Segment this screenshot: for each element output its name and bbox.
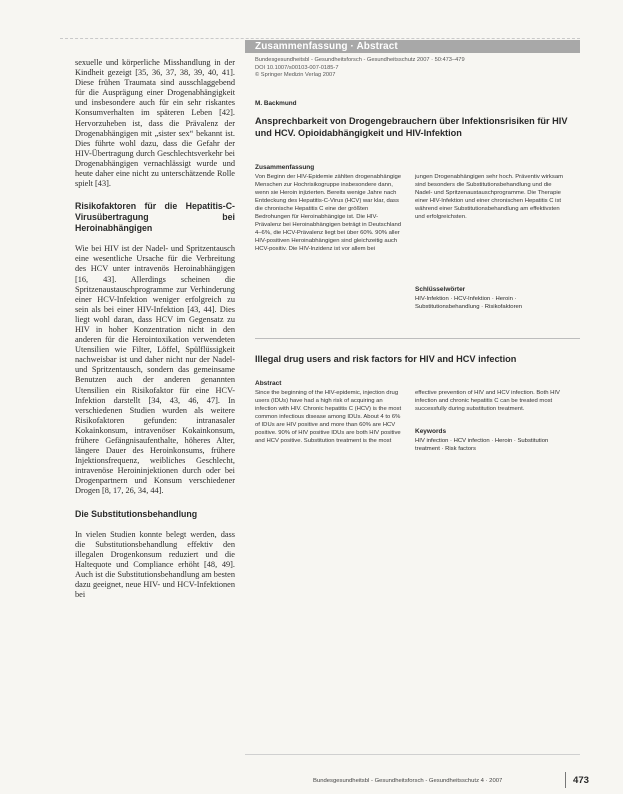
abstract-column-1: Since the beginning of the HIV-epidemic, injection drug users (IDUs) have had a high risk of acquiring an infection with HIV. Chronic hepatitis C (HCV) is the most common infectious disease among IDUs. About 4 to 6% of IDUs are HIV positive and more than 60% are HCV positive. 90% of HIV positive IDUs are both HIV positive and HCV positive. Substitution treatment is the most xyxy=(255,390,402,444)
left-paragraph-2: Wie bei HIV ist der Nadel- und Spritzentausch eine wesentliche Ursache für die Verbreitung des HCV unter intravenös Heroinabhängigen [16, 43]. Allerdings scheinen die Spritzenaustauschprogramme zur Verhinderung einer HCV-Infektion weniger erfolgreich zu sein als bei einer HIV-Infektion [43, 44]. Dies liegt wohl daran, dass HCV im Gegensatz zu HIV in hoher Konzentration nicht in den anderen für die Herointoxikation verwendeten Utensilien wie Filter, Löffel, Spülflüssigkeit nachweisbar ist und daher nicht nur der Nadel- und Spritzentausch, sondern das gemeinsame Benutzen auch der anderen genannten Utensilien ein Risikofaktor für eine HCV-Infektion darstellt [34, 43, 46, 47]. In verschiedenen Studien wurden als weitere Risikofaktoren gefunden: intranasaler Kokainkonsum, intravenöser Kokainkonsum, frühere Gefängnisaufenthalte, höheres Alter, längere Dauer des Heroinkonsums, frühere Injektionsfrequenz, weibliches Geschlecht, intravenöse Heroininjektionen durch oder bei Drogenpartnern und Konsum verschiedener Drogen [8, 17, 26, 34, 44]. xyxy=(75,244,235,496)
keywords-heading-de: Schlüsselwörter xyxy=(415,286,466,293)
keywords-en: HIV infection · HCV infection · Heroin · Substitution treatment · Risk factors xyxy=(415,438,549,452)
german-title: Ansprechbarkeit von Drogengebrauchern über Infektionsrisiken für HIV und HCV. Opioidabhängigkeit und HIV-Infektion xyxy=(255,116,568,138)
section-label-bar: Zusammenfassung · Abstract xyxy=(245,40,580,53)
citation-meta xyxy=(255,57,575,80)
doi-line: DOI 10.1007/s00103-007-0185-7 xyxy=(255,64,339,71)
copyright-line: © Springer Medizin Verlag 2007 xyxy=(255,72,336,79)
left-paragraph-1: sexuelle und körperliche Misshandlung in der Kindheit gezeigt [35, 36, 37, 38, 39, 40, 41]. Diese frühen Traumata sind ausschlaggebend für die Ausprägung einer Drogenabhängigkeit und insbesondere auch für ein sehr riskantes Konsumverhalten im späteren Leben [42]. Hervorzuheben ist, dass die Prävalenz der Drogenabhängigen mit „sister sex“ bekannt ist. Dies führte wohl dazu, dass die Gefahr der HIV-Übertragung durch Geschlechtsverkehr bei Drogenabhängigen vernachlässigt wurde und heute daher eine nicht zu unterschätzende Rolle spielt [43]. xyxy=(75,58,235,189)
left-column xyxy=(75,58,235,600)
english-title: Illegal drug users and risk factors for HIV and HCV infection xyxy=(255,354,517,364)
page-number: 473 xyxy=(573,775,590,786)
summary-column-2: jungen Drogenabhängigen sehr hoch. Präventiv wirksam sind besonders die Substitutionsbehandlung und die Nadel- und Spritzenaustauschprogramme. Die Therapie einer HIV-Infektion und einer chronischen Hepatitis C ist während einer Substitutionsbehandlung am effektivsten und erfolgreichsten. xyxy=(415,174,564,220)
summary-heading: Zusammenfassung xyxy=(255,164,315,171)
abstract-heading: Abstract xyxy=(255,380,282,387)
footer-separator xyxy=(565,772,566,788)
left-paragraph-3: In vielen Studien konnte belegt werden, dass die Substitutionsbehandlung effektiv den illegalen Drogenkonsum reduziert und die Haltequote und Compliance erhöht [48, 49]. Auch ist die Substitutionsbehandlung am besten dazu geeignet, neue HIV- und HCV-Infektionen bei xyxy=(75,529,235,600)
citation-line: Bundesgesundheitsbl - Gesundheitsforsch - Gesundheitsschutz 2007 · 50:473–479 xyxy=(255,57,465,63)
section-divider xyxy=(255,338,580,339)
left-heading-hcv-risk: Risikofaktoren für die Hepatitis-C-Virusübertragung bei Heroinabhängigen xyxy=(75,201,235,234)
abstract-column-2: effective prevention of HIV and HCV infection. Both HIV infection and chronic hepatitis C can be treated most successfully during substitution treatment. xyxy=(415,390,560,412)
keywords-heading-en: Keywords xyxy=(415,428,447,435)
footer-rule xyxy=(245,754,580,755)
footer-journal: Bundesgesundheitsbl - Gesundheitsforsch - Gesundheitsschutz 4 · 2007 xyxy=(313,778,503,784)
left-heading-substitution: Die Substitutionsbehandlung xyxy=(75,508,198,519)
top-dashed-rule xyxy=(60,38,580,39)
summary-column-1: Von Beginn der HIV-Epidemie zählten drogenabhängige Menschen zur Hochrisikogruppe insbesondere dann, wenn sie Heroin injizierten. Bereits wenige Jahre nach Entdeckung des Hepatitis-C-Virus (HCV) war klar, dass die chronische Hepatitis C eine der größten Bedrohungen für Heroinabhängige ist. Die HIV-Prävalenz bei Heroinabhängigen beträgt in Deutschland 4–6%, die HCV-Prävalenz liegt bei über 60%. 90% aller HIV-positiven Heroinabhängigen sind gleichzeitig auch HCV-positiv. Die HIV-Inzidenz ist vor allem bei xyxy=(255,174,402,252)
keywords-de: HIV-Infektion · HCV-Infektion · Heroin · Substitutionsbehandlung · Risikofaktoren xyxy=(415,296,523,310)
author-name: M. Backmund xyxy=(255,100,297,107)
